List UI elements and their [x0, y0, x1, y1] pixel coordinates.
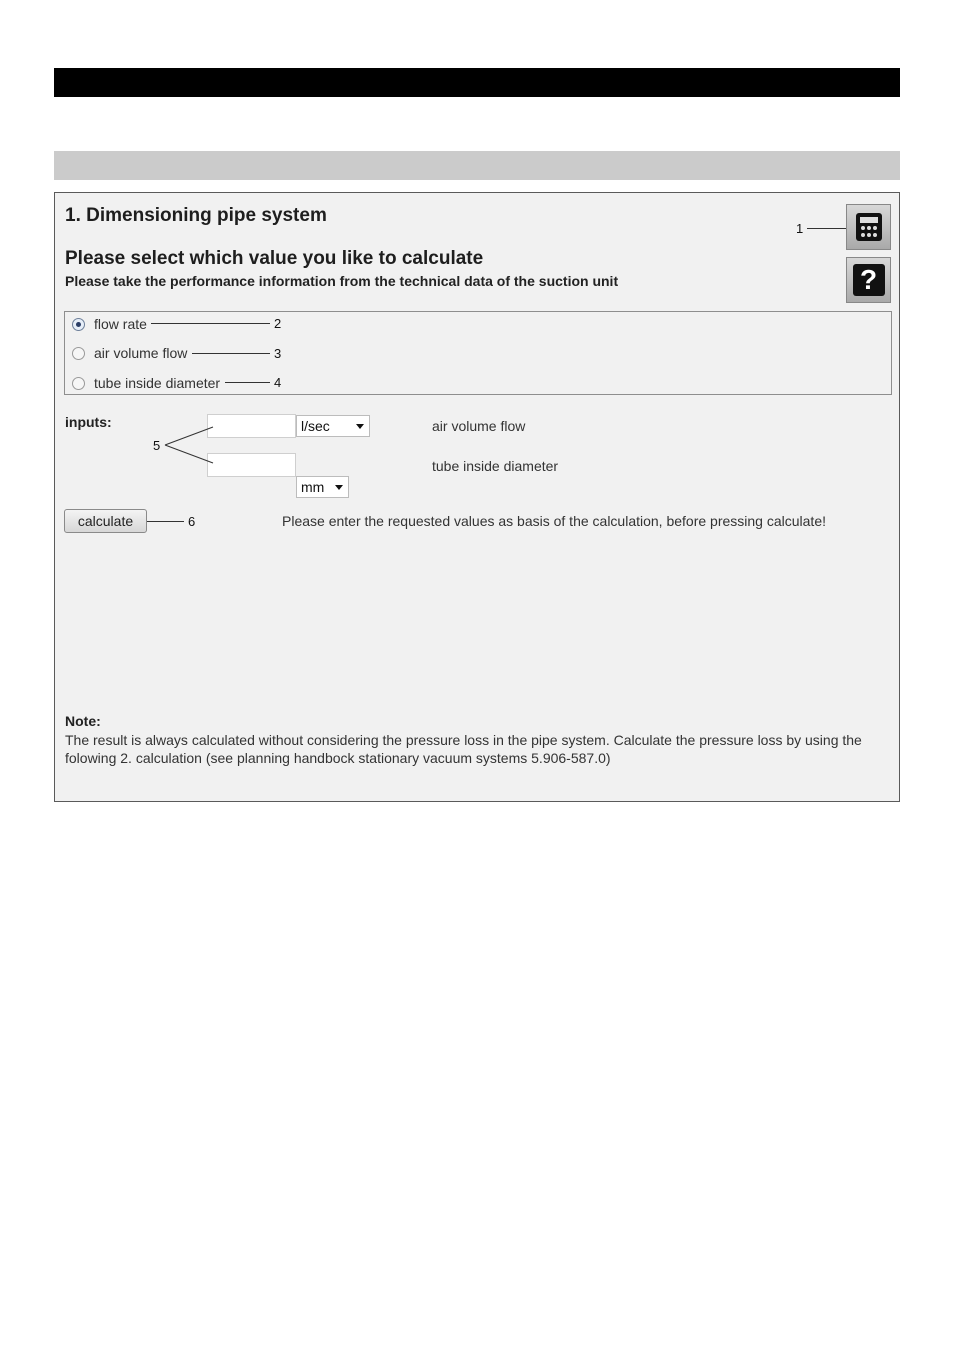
option-air-volume-flow-label: air volume flow	[94, 345, 188, 361]
callout-4-line	[225, 382, 270, 383]
air-volume-flow-unit: l/sec	[301, 418, 330, 434]
option-tube-inside-diameter-label: tube inside diameter	[94, 375, 221, 391]
callout-1-line	[807, 228, 847, 229]
radio-flow-rate[interactable]	[72, 318, 85, 331]
tube-inside-diameter-label: tube inside diameter	[432, 458, 559, 474]
calculate-button[interactable]: calculate	[64, 509, 147, 533]
callout-5-lines	[163, 425, 215, 465]
calculate-hint: Please enter the requested values as basis of the calculation, before pressing calculate!	[282, 513, 826, 529]
air-volume-flow-input[interactable]	[207, 414, 296, 438]
header-black-bar	[54, 68, 900, 97]
calculator-panel	[54, 192, 900, 802]
callout-2-line	[151, 323, 270, 324]
chevron-down-icon	[335, 485, 343, 490]
option-flow-rate-label: flow rate	[94, 316, 147, 332]
air-volume-flow-unit-select[interactable]	[296, 415, 370, 437]
calculator-button[interactable]	[846, 204, 891, 250]
radio-air-volume-flow[interactable]	[72, 347, 85, 360]
tube-inside-diameter-unit: mm	[301, 479, 325, 495]
callout-3: 3	[274, 346, 282, 361]
callout-2: 2	[274, 316, 282, 331]
callout-1: 1	[796, 221, 804, 236]
tube-inside-diameter-input[interactable]	[207, 453, 296, 477]
inputs-label: inputs:	[65, 414, 112, 430]
select-heading: Please select which value you like to calculate	[65, 248, 484, 269]
help-icon: ?	[853, 264, 885, 296]
radio-tube-inside-diameter[interactable]	[72, 377, 85, 390]
section-gray-bar	[54, 151, 900, 180]
note-text: The result is always calculated without considering the pressure loss in the pipe system. Calculate the pressure loss by using the folowing 2. calculation (see planning handbock stationary vacuum systems 5.906-587.0)	[65, 732, 862, 766]
option-air-volume-flow[interactable]	[72, 345, 187, 361]
callout-3-line	[192, 353, 270, 354]
chevron-down-icon	[356, 424, 364, 429]
calculation-options	[64, 311, 892, 395]
select-subheading: Please take the performance information from the technical data of the suction unit	[65, 273, 619, 289]
callout-6-line	[147, 521, 184, 522]
calculator-icon	[855, 212, 883, 242]
option-flow-rate[interactable]	[72, 316, 147, 332]
help-button[interactable]	[846, 257, 891, 303]
panel-title: 1. Dimensioning pipe system	[65, 205, 327, 226]
callout-4: 4	[274, 375, 282, 390]
air-volume-flow-label: air volume flow	[432, 418, 526, 434]
callout-6: 6	[188, 514, 196, 529]
note-label: Note:	[65, 713, 101, 729]
tube-inside-diameter-unit-select[interactable]	[296, 476, 349, 498]
callout-5: 5	[153, 438, 161, 453]
option-tube-inside-diameter[interactable]	[72, 375, 220, 391]
